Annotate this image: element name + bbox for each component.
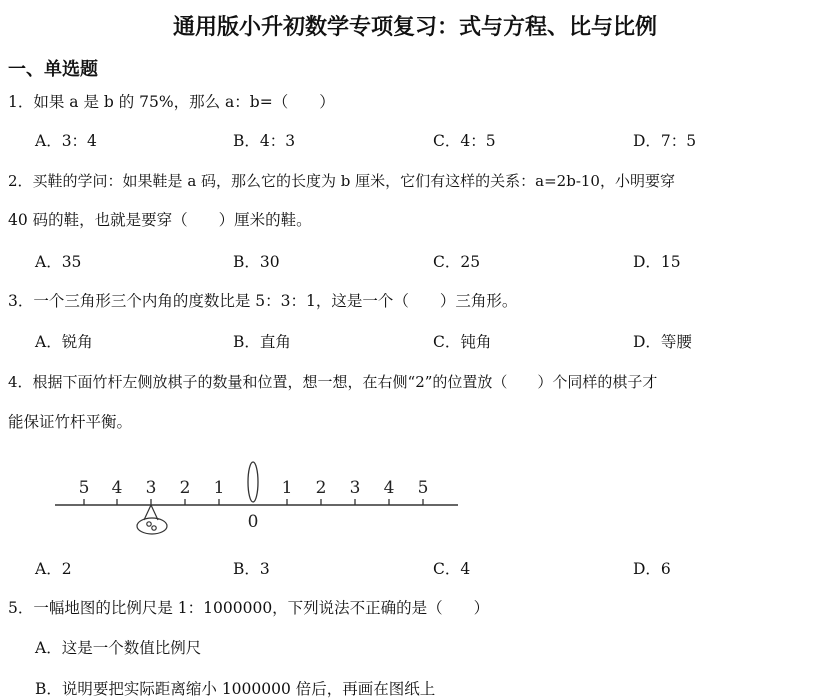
- question-4: 4．根据下面竹杆左侧放棋子的数量和位置，想一想，在右侧“2”的位置放（ ）个同样的棋子才: [8, 373, 658, 391]
- tick-label: 1: [213, 478, 225, 498]
- tick-label: 2: [179, 478, 191, 498]
- question-1: 1．如果 a 是 b 的 75%，那么 a：b=（ ）: [8, 93, 335, 111]
- fulcrum-label: 0: [247, 512, 259, 532]
- option-a: A．这是一个数值比例尺: [35, 639, 202, 657]
- option-a: A．锐角: [35, 333, 93, 351]
- fulcrum-icon: [248, 462, 258, 502]
- option-d: D．15: [633, 253, 681, 271]
- question-5: 5．一幅地图的比例尺是 1：1000000，下列说法不正确的是（ ）: [8, 599, 490, 617]
- tick-label: 4: [383, 478, 395, 498]
- option-b: B．3: [233, 560, 270, 578]
- hanging-chess-pieces-icon: [137, 505, 167, 534]
- question-3: 3．一个三角形三个内角的度数比是 5：3：1，这是一个（ ）三角形。: [8, 292, 518, 310]
- section-heading: 一、单选题: [8, 59, 98, 80]
- question-2-cont: 40 码的鞋，也就是要穿（ ）厘米的鞋。: [8, 211, 312, 229]
- option-b: B．说明要把实际距离缩小 1000000 倍后，再画在图纸上: [35, 680, 436, 698]
- option-b: B．30: [233, 253, 280, 271]
- option-b: B．4：3: [233, 132, 296, 150]
- option-d: D．6: [633, 560, 671, 578]
- option-a: A．3：4: [35, 132, 97, 150]
- tick-label: 1: [281, 478, 293, 498]
- document-title: 通用版小升初数学专项复习：式与方程、比与比例: [172, 15, 657, 40]
- question-4-cont: 能保证竹杆平衡。: [8, 413, 133, 431]
- option-a: A．35: [35, 253, 82, 271]
- tick-label: 3: [145, 478, 157, 498]
- question-2: 2．买鞋的学问：如果鞋是 a 码，那么它的长度为 b 厘米，它们有这样的关系：a=2b-10，小明要穿: [8, 172, 675, 190]
- tick-label: 4: [111, 478, 123, 498]
- option-a: A．2: [35, 560, 72, 578]
- tick-label: 5: [417, 478, 429, 498]
- option-c: C．钝角: [433, 333, 492, 351]
- option-c: C．4：5: [433, 132, 496, 150]
- option-c: C．4: [433, 560, 471, 578]
- option-c: C．25: [433, 253, 481, 271]
- option-d: D．7：5: [633, 132, 697, 150]
- balance-figure: [0, 440, 480, 550]
- tick-label: 3: [349, 478, 361, 498]
- tick-label: 2: [315, 478, 327, 498]
- tick-label: 5: [78, 478, 90, 498]
- option-d: D．等腰: [633, 333, 692, 351]
- option-b: B．直角: [233, 333, 291, 351]
